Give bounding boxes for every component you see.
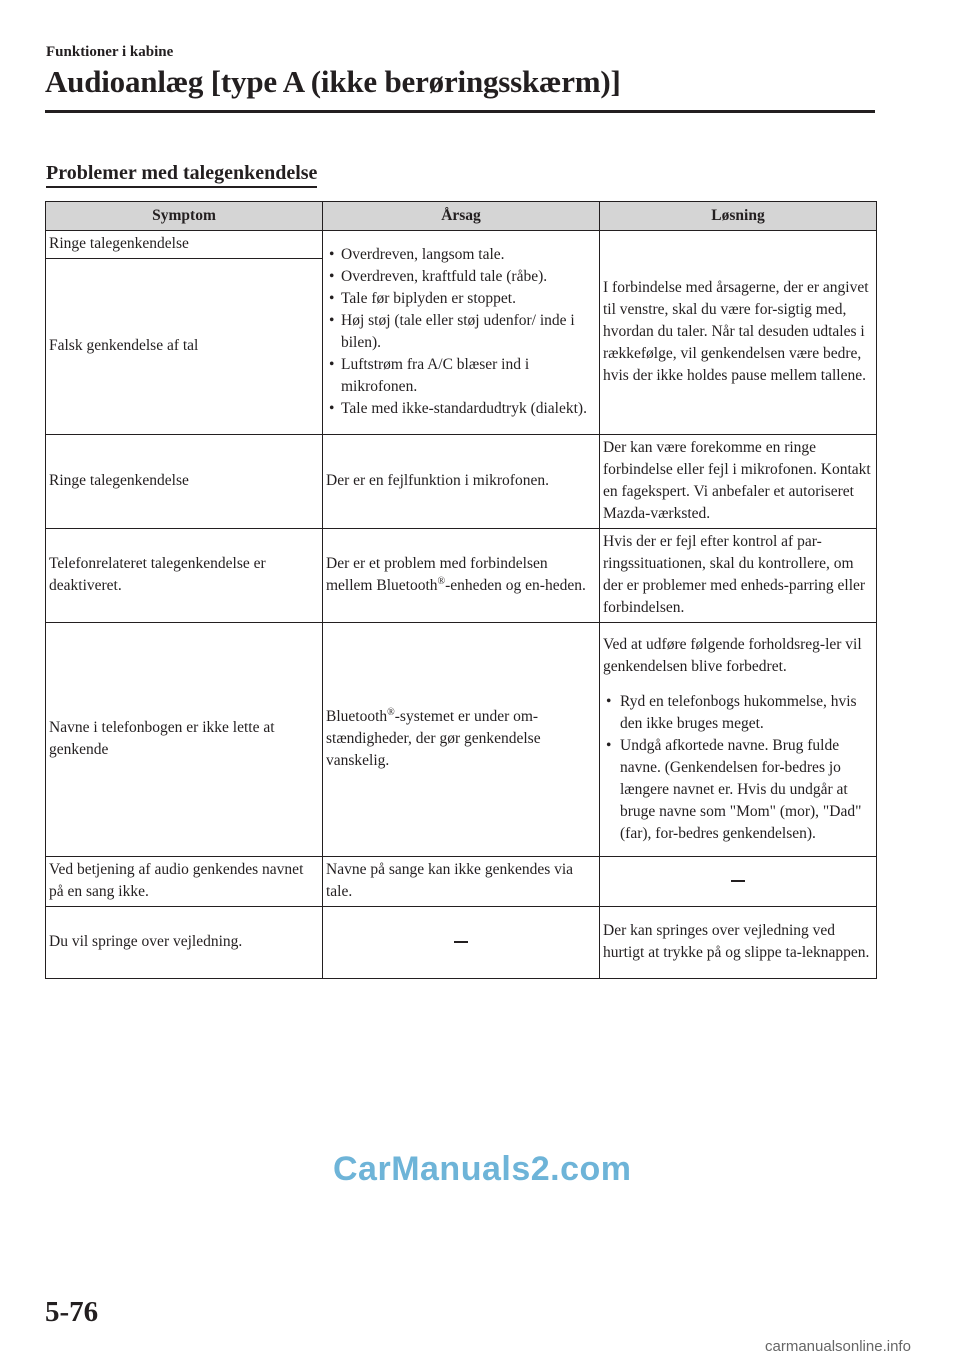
symptom-cell: Falsk genkendelse af tal [46,259,323,435]
table-row [46,907,877,979]
table-row [46,623,877,857]
cause-text: Overdreven, langsom tale. [341,245,505,263]
chapter-label: Funktioner i kabine [46,44,174,60]
symptom-cell: Ringe talegenkendelse [46,231,323,259]
registered-mark: ® [387,706,395,718]
cause-text: Høj støj (tale eller støj udenfor/ inde i bilen). [341,311,575,351]
list-item [326,244,595,266]
bullet-icon: • [329,355,335,373]
solution-cell-empty [600,857,877,907]
cause-list [326,244,595,420]
watermark-logo: CarManuals2.com [333,1150,632,1188]
registered-mark: ® [437,575,446,587]
section-heading: Problemer med talegenkendelse [46,162,317,188]
cause-cell [323,231,600,435]
solution-cell [600,623,877,857]
solution-list [603,691,872,845]
list-item [603,735,872,845]
solution-cell: I forbindelse med årsagerne, der er angivet til venstre, skal du være for-sigtig med, hvordan du taler. Når tal desuden udtales i rækkefølge, vil genkendelsen være bedre, hvis der ikke holdes pause mellem tallene. [600,231,877,435]
footer-site: carmanualsonline.info [765,1338,911,1355]
header-symptom: Symptom [46,202,323,231]
bullet-icon: • [329,245,335,263]
em-dash-mark [731,880,745,882]
bullet-icon: • [329,311,335,329]
page-title: Audioanlæg [type A (ikke berøringsskærm)] [45,64,621,99]
solution-text: Undgå afkortede navne. Brug fulde navne. (Genkendelsen for-bedres jo længere navnet er. Hvis du undgår at bruge navne som "Mom" (mor), "Dad" (far), for-bedres genkendelsen). [620,736,862,842]
symptom-cell: Ved betjening af audio genkendes navnet på en sang ikke. [46,857,323,907]
cause-cell-empty [323,907,600,979]
list-item [326,398,595,420]
bullet-icon: • [606,692,612,710]
em-dash-mark [454,941,468,943]
bullet-icon: • [606,736,612,754]
title-rule [45,110,875,113]
header-solution: Løsning [600,202,877,231]
symptom-cell: Telefonrelateret talegenkendelse er deaktiveret. [46,529,323,623]
solution-cell: Der kan være forekomme en ringe forbindelse eller fejl i mikrofonen. Kontakt en fagekspert. Vi anbefaler et autoriseret Mazda-værksted. [600,435,877,529]
solution-cell: Hvis der er fejl efter kontrol af par-ringssituationen, skal du kontrollere, om der er problemer med enheds-parring eller forbindelsen. [600,529,877,623]
symptom-cell: Navne i telefonbogen er ikke lette at genkende [46,623,323,857]
cause-text-end: -enheden og en-heden. [445,577,586,594]
table-row [46,435,877,529]
table-row [46,529,877,623]
symptom-cell: Du vil springe over vejledning. [46,907,323,979]
troubleshooting-table [45,201,877,979]
list-item [326,266,595,288]
list-item [326,288,595,310]
symptom-cell: Ringe talegenkendelse [46,435,323,529]
table-header-row [46,202,877,231]
cause-text-end: -systemet er under om-stændigheder, der gør genkendelse vanskelig. [326,708,541,769]
header-cause: Årsag [323,202,600,231]
cause-cell: Der er en fejlfunktion i mikrofonen. [323,435,600,529]
solution-cell: Der kan springes over vejledning ved hurtigt at trykke på og slippe ta-leknappen. [600,907,877,979]
cause-text-start: Der er et problem med forbindelsen mellem Bluetooth [326,555,548,594]
cause-text-start: Bluetooth [326,708,388,725]
table-row [46,857,877,907]
cause-cell [323,529,600,623]
list-item [326,310,595,354]
cause-cell: Navne på sange kan ikke genkendes via tale. [323,857,600,907]
cause-cell [323,623,600,857]
bullet-icon: • [329,289,335,307]
cause-text: Tale før biplyden er stoppet. [341,289,516,307]
list-item [326,354,595,398]
solution-intro: Ved at udføre følgende forholdsreg-ler vil genkendelsen blive forbedret. [603,635,862,675]
bullet-icon: • [329,267,335,285]
cause-text: Tale med ikke-standardudtryk (dialekt). [341,399,587,417]
solution-text: Ryd en telefonbogs hukommelse, hvis den ikke bruges meget. [620,692,857,732]
page-number: 5-76 [45,1296,99,1328]
table-row [46,231,877,259]
cause-text: Luftstrøm fra A/C blæser ind i mikrofonen. [341,355,530,395]
cause-text: Overdreven, kraftfuld tale (råbe). [341,267,548,285]
bullet-icon: • [329,399,335,417]
list-item [603,691,872,735]
